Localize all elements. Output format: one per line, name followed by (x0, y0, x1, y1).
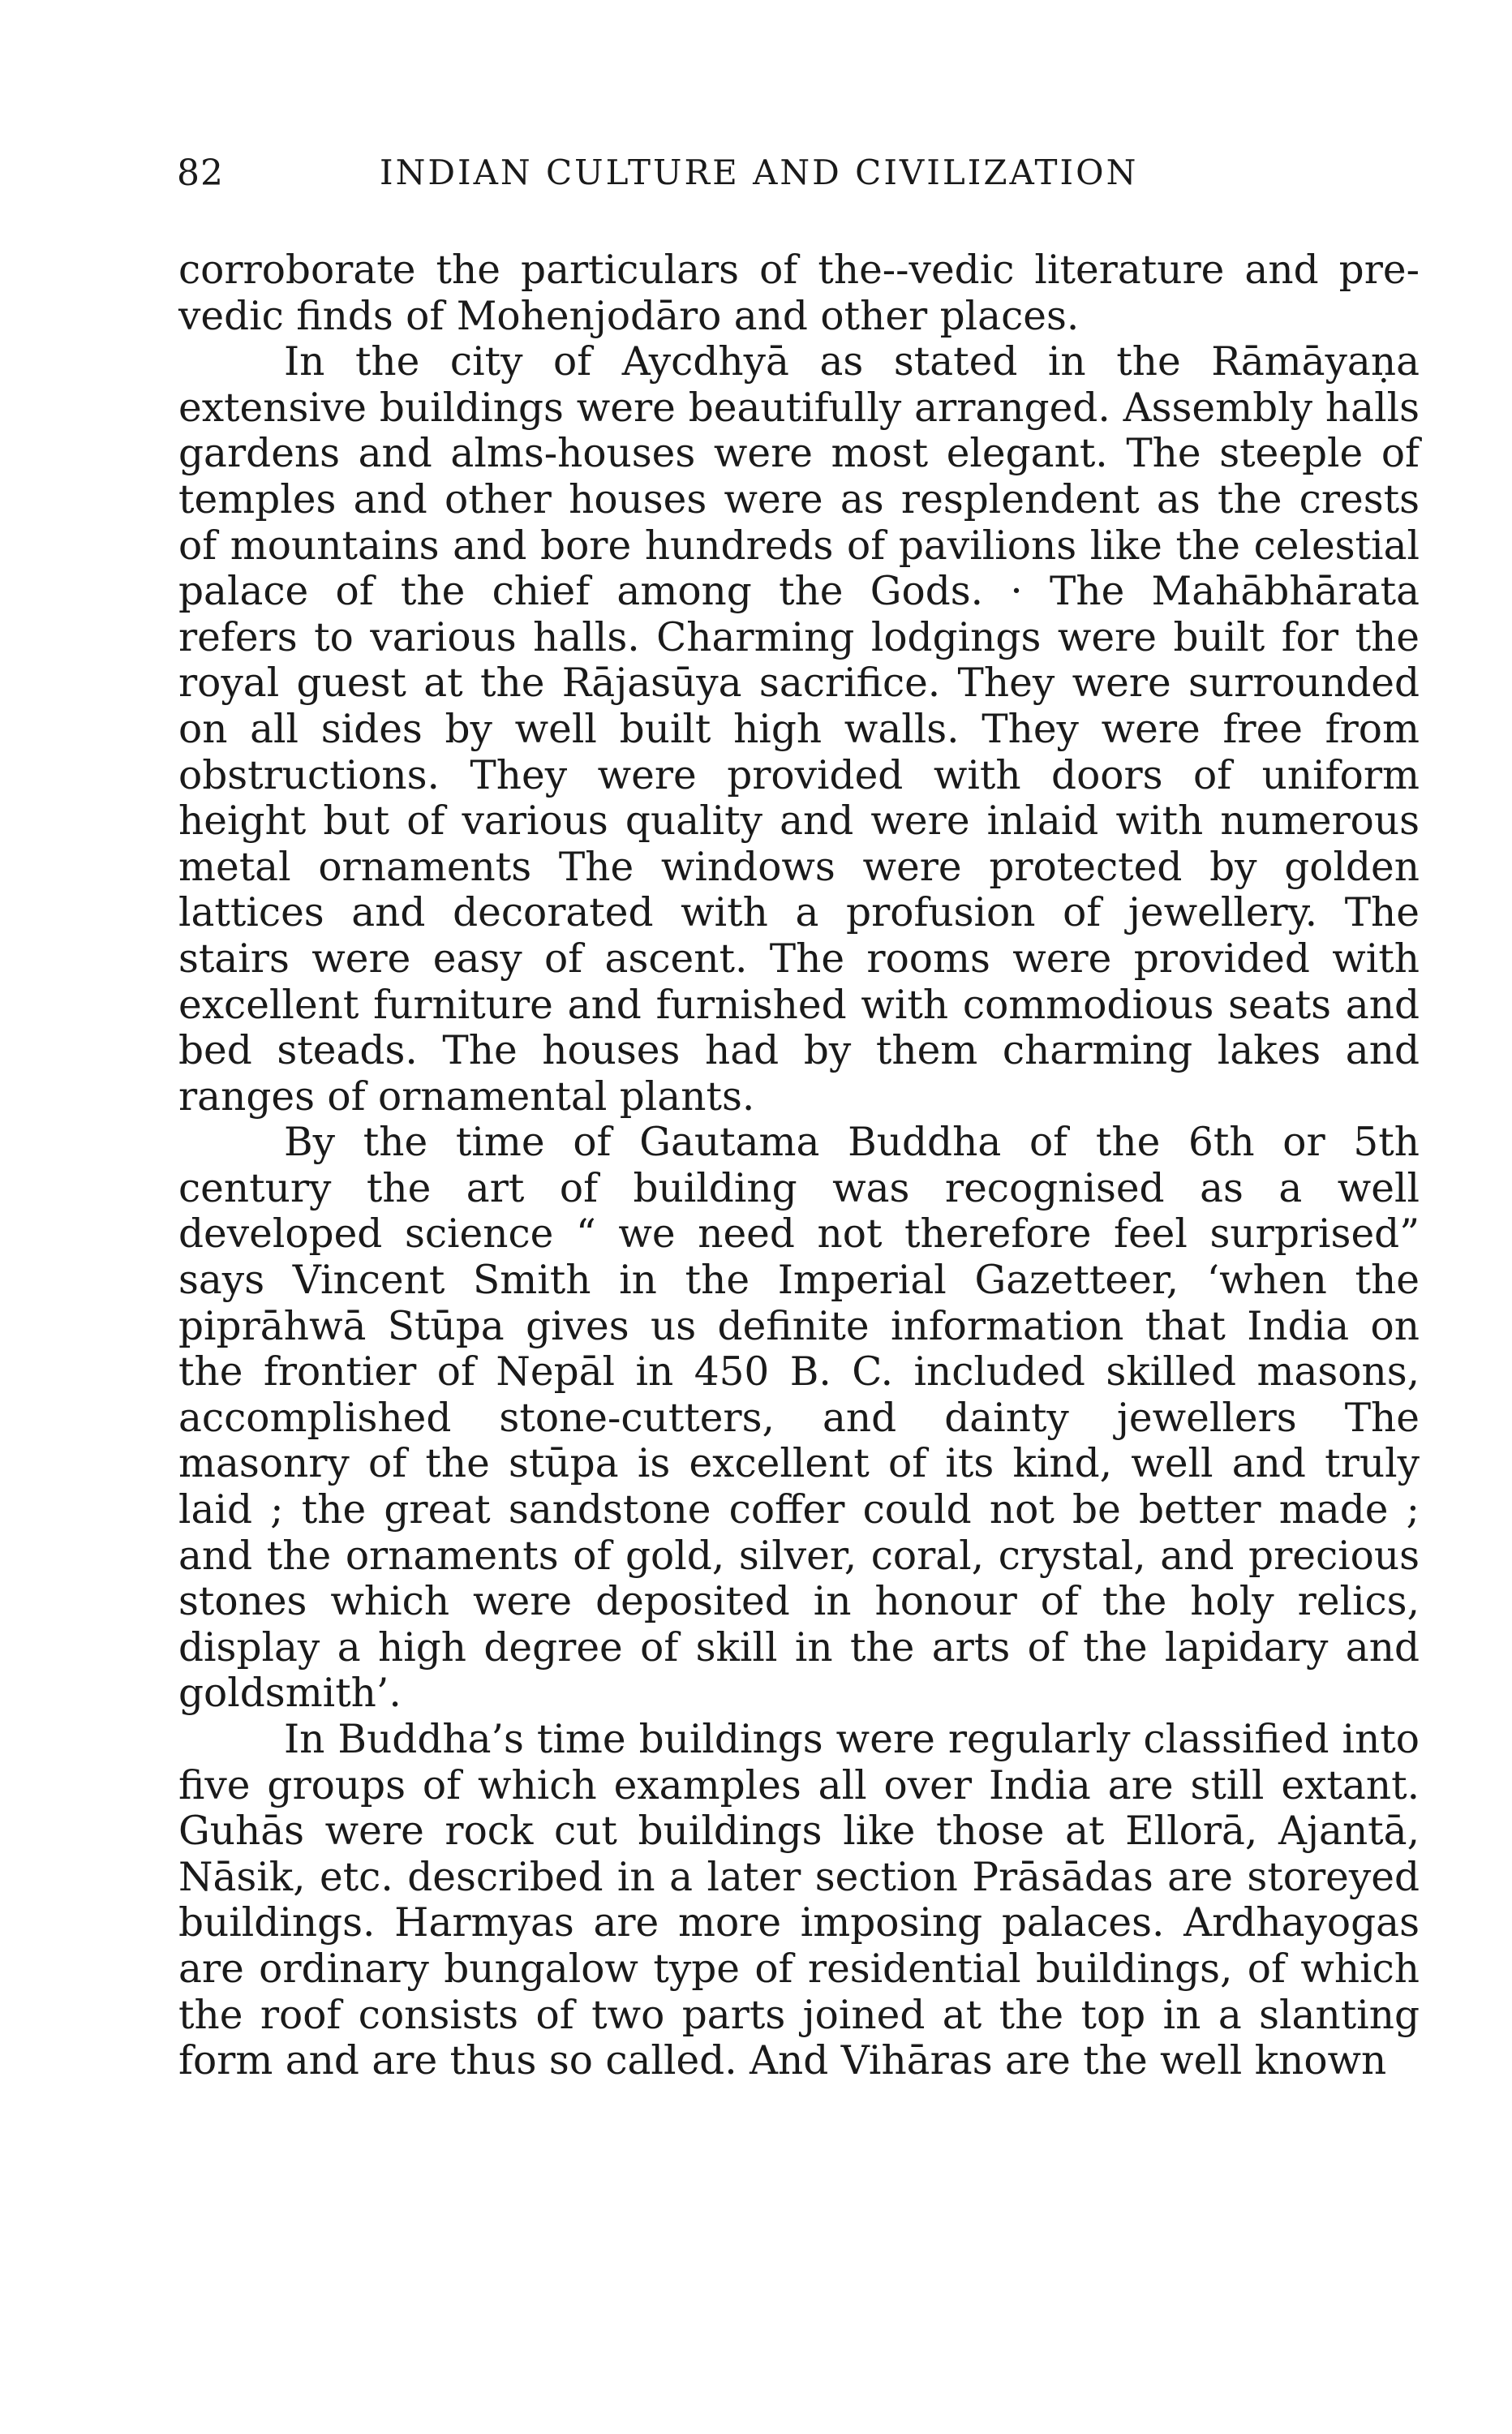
paragraph-continuation: corroborate the particulars of the--vedic literature and pre-vedic finds of Mohenjodāro and other places. (178, 247, 1420, 339)
paragraph-building-classes: In Buddha’s time buildings were regularly classified into five groups of which examples all over India are still extant. Guhās were rock cut buildings like those at Ellorā, Ajantā, Nāsik, etc. described in a later section Prāsādas are storeyed buildings. Harmyas are more imposing palaces. Ardhayogas are ordinary bungalow type of residential buildings, of which the roof consists of two parts joined at the top in a slanting form and are thus so called. And Vihāras are the well known (178, 1717, 1420, 2084)
paragraph-buddha-building: By the time of Gautama Buddha of the 6th or 5th century the art of building was recognised as a well developed science “ we need not therefore feel surprised” says Vincent Smith in the Imperial Gazetteer, ‘when the piprāhwā Stūpa gives us definite information that India on the frontier of Nepāl in 450 B. C. included skilled masons, accomplished stone-cutters, and dainty jewellers The masonry of the stūpa is excellent of its kind, well and truly laid ; the great sandstone coffer could not be better made ; and the ornaments of gold, silver, coral, crystal, and precious stones which were deposited in honour of the holy relics, display a high degree of skill in the arts of the lapidary and goldsmith’. (178, 1120, 1420, 1717)
body-text (178, 247, 1420, 2084)
running-title: INDIAN CULTURE AND CIVILIZATION (380, 153, 1139, 192)
paragraph-ayodhya: In the city of Aycdhyā as stated in the Rāmāyaṇa extensive buildings were beautifully arranged. Assembly halls gardens and alms-houses were most elegant. The steeple of temples and other houses were as resplendent as the crests of mountains and bore hundreds of pavilions like the celestial palace of the chief among the Gods. · The Mahābhārata refers to various halls. Charming lodgings were built for the royal guest at the Rājasūya sacrifice. They were surrounded on all sides by well built high walls. They were free from obstructions. They were provided with doors of uniform height but of various quality and were inlaid with numerous metal ornaments The windows were protected by golden lattices and decorated with a profusion of jewellery. The stairs were easy of ascent. The rooms were provided with excellent furniture and furnished with commodious seats and bed steads. The houses had by them charming lakes and ranges of ornamental plants. (178, 339, 1420, 1120)
page-number: 82 (177, 153, 224, 194)
page-header (177, 153, 1256, 201)
